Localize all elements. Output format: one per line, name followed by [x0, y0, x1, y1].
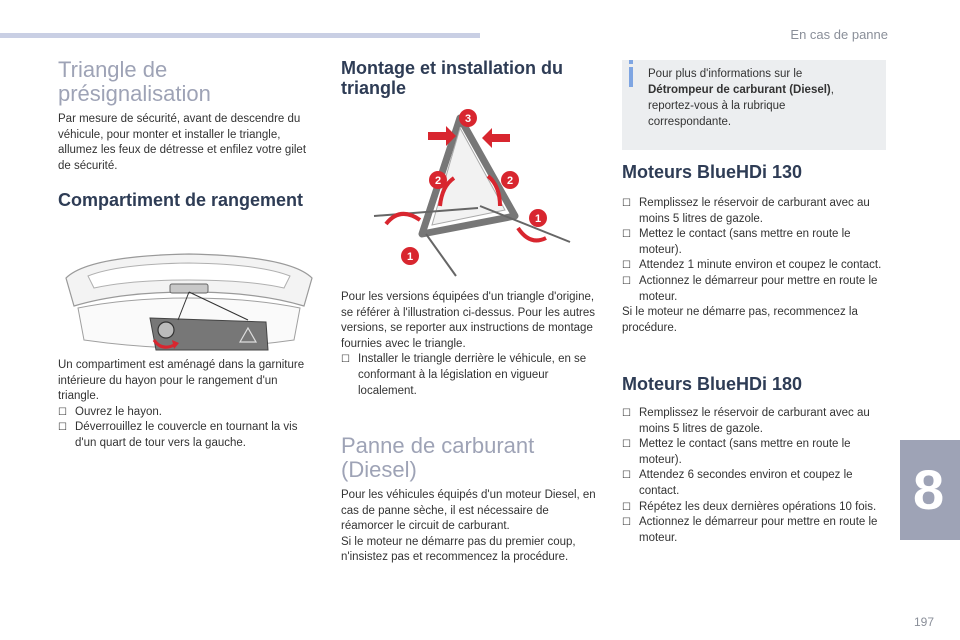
checkbox-icon: ☐	[622, 517, 631, 529]
step-badge-2-right	[501, 171, 519, 189]
chapter-tab: 8	[900, 440, 960, 540]
retry-note: Si le moteur ne démarre pas, recommencez la procédure.	[622, 306, 858, 334]
bluehdi-180-steps	[622, 406, 886, 546]
section-title-compartment: Compartiment de rangement	[58, 190, 304, 210]
svg-text:1: 1	[534, 213, 542, 225]
info-icon	[629, 67, 633, 87]
arrow-3-right-icon	[482, 128, 510, 148]
triangle-intro: Par mesure de sécurité, avant de descendre du véhicule, pour monter et installer le triangle, allumez les feux de détresse et enfilez votre gilet de sécurité.	[58, 113, 307, 172]
page-number: 197	[914, 615, 935, 629]
step-180-1: ☐ Remplissez le réservoir de carburant avec au moins 5 litres de gazole.	[622, 407, 870, 435]
compartment-step-1: ☐ Ouvrez le hayon.	[58, 405, 320, 421]
compartment-text: Un compartiment est aménagé dans la garniture intérieure du hayon pour le rangement d'un triangle. ☐ Ouvrez le hayon. ☐ Déverrouillez le couvercle en tournant la vis d'un quart de tour vers la gauche.	[58, 358, 320, 452]
section-title-fuel: Panne de carburant (Diesel)	[341, 433, 535, 482]
step-badge-1-left	[401, 247, 419, 265]
checkbox-icon: ☐	[622, 501, 631, 513]
fuel-text: Pour les véhicules équipés d'un moteur Diesel, en cas de panne sèche, il est nécessaire de réamorcer le circuit de carburant. Si le moteur ne démarre pas du premier coup, n'insistez pas et recommencez la procédure.	[341, 489, 596, 564]
checkbox-icon: ☐	[622, 198, 631, 209]
section-title-bluehdi-130: Moteurs BlueHDi 130	[622, 162, 803, 182]
step-130-1: ☐ Remplissez le réservoir de carburant avec au moins 5 litres de gazole.	[622, 197, 870, 225]
checkbox-icon: ☐	[58, 422, 67, 434]
svg-text:2: 2	[434, 175, 442, 187]
mounting-text: Pour les versions équipées d'un triangle d'origine, se référer à l'illustration ci-dessus. Pour les autres versions, se reporter aux instructions de montage fournies avec le triangle. ☐ Installer le triangle derrière le véhicule, en se conformant à la législation en vigueur localement.	[341, 290, 603, 399]
checkbox-icon: ☐	[341, 354, 350, 366]
section-title-mounting: Montage et installation du triangle	[341, 58, 564, 98]
info-icon-dot	[629, 60, 633, 64]
step-180-4: ☐ Répétez les deux dernières opérations 10 fois.	[622, 500, 886, 516]
triangle-assembly-illustration	[360, 106, 580, 282]
info-text: Pour plus d'informations sur le Détrompeur de carburant (Diesel), reportez-vous à la rubrique correspondante.	[648, 68, 834, 128]
section-title-triangle: Triangle de présignalisation	[58, 57, 211, 106]
bluehdi-130-steps	[622, 196, 886, 336]
checkbox-icon: ☐	[622, 439, 631, 451]
step-180-2: ☐ Mettez le contact (sans mettre en route le moteur).	[622, 438, 851, 466]
header-bar	[0, 33, 480, 38]
step-130-2: ☐ Mettez le contact (sans mettre en route le moteur).	[622, 228, 851, 256]
checkbox-icon: ☐	[622, 260, 631, 272]
checkbox-icon: ☐	[622, 408, 631, 419]
info-box	[622, 60, 886, 150]
step-130-4: ☐ Actionnez le démarreur pour mettre en route le moteur.	[622, 274, 878, 303]
tailgate-handle	[170, 284, 208, 293]
step-badge-2-left	[429, 171, 447, 189]
svg-text:1: 1	[406, 251, 414, 263]
step-130-3: ☐ Attendez 1 minute environ et coupez le contact.	[622, 258, 886, 274]
checkbox-icon: ☐	[622, 229, 631, 241]
checkbox-icon: ☐	[622, 470, 631, 482]
checkbox-icon: ☐	[58, 406, 67, 418]
step-180-5: ☐ Actionnez le démarreur pour mettre en route le moteur.	[622, 516, 878, 544]
compartment-step-2: ☐ Déverrouillez le couvercle en tournant la vis d'un quart de tour vers la gauche.	[58, 421, 298, 449]
lock-screw	[158, 322, 174, 338]
support-leg-front	[426, 234, 456, 276]
step-180-3: ☐ Attendez 6 secondes environ et coupez le contact.	[622, 469, 853, 497]
section-title-bluehdi-180: Moteurs BlueHDi 180	[622, 374, 803, 394]
svg-text:2: 2	[506, 175, 514, 187]
step-badge-3	[459, 109, 477, 127]
tailgate-compartment-illustration	[58, 248, 320, 360]
mounting-step: ☐ Installer le triangle derrière le véhicule, en se conformant à la législation en vigueur localement.	[341, 353, 587, 397]
svg-text:3: 3	[464, 113, 472, 125]
step-badge-1-right	[529, 209, 547, 227]
chapter-title: En cas de panne	[790, 27, 888, 42]
checkbox-icon: ☐	[622, 275, 631, 287]
